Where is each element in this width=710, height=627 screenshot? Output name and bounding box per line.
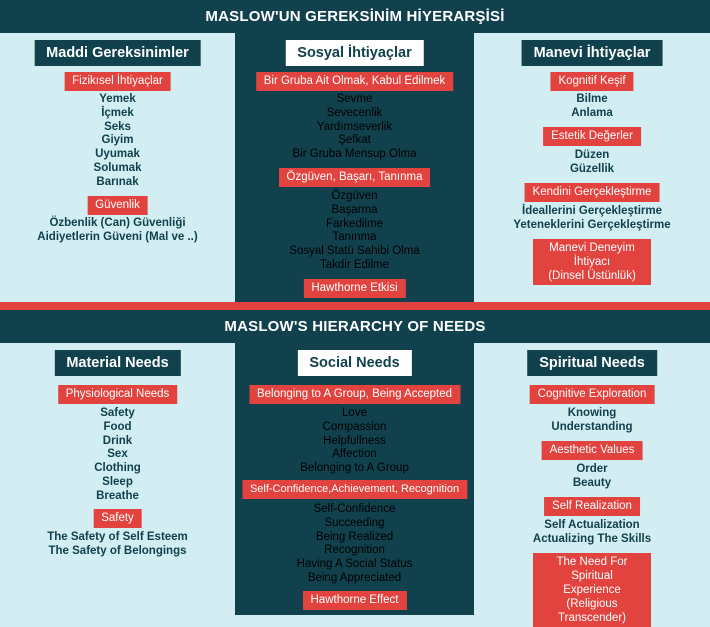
item-list	[235, 503, 474, 586]
category-tag: Belonging to A Group, Being Accepted	[249, 385, 460, 404]
list-item: Bir Gruba Mensup Olma	[292, 148, 417, 161]
list-item: Güzellik	[569, 162, 615, 175]
item-list	[474, 93, 710, 121]
list-item: Yardımseverlik	[316, 120, 393, 133]
column-title: Social Needs	[297, 350, 411, 376]
list-item: Özbenlik (Can) Güvenliği	[49, 217, 186, 229]
list-item: Barınak	[96, 175, 139, 188]
item-list	[474, 149, 710, 177]
list-item: Breathe	[96, 489, 139, 502]
section-divider	[0, 302, 710, 310]
list-item: Being Realized	[315, 530, 394, 543]
list-item: Affection	[332, 448, 377, 461]
list-item: Başarma	[331, 203, 378, 216]
list-item: Clothing	[94, 462, 141, 475]
category-tag: Self-Confidence,Achievement, Recognition	[242, 480, 467, 499]
list-item: Safety	[100, 407, 135, 419]
category-tag: Fizikısel İhtiyaçlar	[64, 72, 171, 91]
turkish-section	[0, 0, 710, 305]
list-item: Sex	[107, 448, 128, 461]
list-item: Özgüven	[331, 190, 378, 202]
list-item: Drink	[102, 434, 133, 447]
list-item: Actualizing The Skills	[532, 532, 652, 545]
list-item: Love	[342, 407, 367, 419]
category-tag: Self Realization	[544, 497, 640, 516]
list-item: Beauty	[572, 476, 612, 489]
list-item: Knowing	[567, 407, 617, 419]
column-title: Manevi İhtiyaçlar	[522, 40, 663, 66]
list-item: Yeteneklerini Gerçekleştirme	[513, 218, 671, 231]
category-tag: The Need For Spiritual Experience (Religious Transcender)	[533, 553, 651, 627]
list-item: Belonging to A Group	[300, 462, 409, 475]
list-item: Anlama	[571, 106, 613, 119]
item-list	[474, 205, 710, 233]
column-title: Sosyal İhtiyaçlar	[285, 40, 423, 66]
category-tag: Bir Gruba Ait Olmak, Kabul Edilmek	[256, 72, 454, 91]
item-list	[235, 190, 474, 273]
list-item: Yemek	[99, 93, 136, 105]
list-item: Giyim	[101, 134, 134, 147]
list-item: Bilme	[576, 93, 608, 105]
right-column	[474, 33, 710, 305]
item-list	[0, 531, 235, 559]
item-list	[474, 519, 710, 547]
category-tag: Özgüven, Başarı, Tanınma	[279, 168, 431, 187]
left-column	[0, 33, 235, 305]
center-column	[235, 33, 474, 305]
english-section	[0, 305, 710, 624]
category-tag: Güvenlik	[87, 196, 148, 215]
list-item: Understanding	[551, 420, 633, 433]
center-column	[235, 343, 474, 615]
list-item: Düzen	[574, 149, 610, 161]
list-item: İçmek	[101, 106, 134, 119]
item-list	[474, 407, 710, 435]
list-item: Sleep	[102, 475, 133, 488]
right-column	[474, 343, 710, 624]
list-item: Self Actualization	[544, 519, 640, 531]
item-list	[0, 407, 235, 504]
list-item: Farkedilme	[326, 217, 383, 230]
column-title: Material Needs	[54, 350, 180, 376]
category-tag: Estetik Değerler	[543, 127, 641, 146]
category-tag: Safety	[93, 509, 142, 528]
category-tag: Kognitif Keşif	[550, 72, 633, 91]
list-item: Compassion	[322, 420, 387, 433]
list-item: Order	[576, 463, 608, 475]
list-item: Being Appreciated	[307, 571, 402, 584]
list-item: Recognition	[324, 544, 385, 557]
left-column	[0, 343, 235, 615]
list-item: Food	[103, 420, 132, 433]
category-tag: Cognitive Exploration	[530, 385, 655, 404]
list-item: Tanınma	[332, 231, 377, 244]
list-item: Sevecenlik	[326, 106, 383, 119]
item-list	[474, 463, 710, 491]
item-list	[0, 217, 235, 245]
item-list	[0, 93, 235, 190]
item-list	[235, 407, 474, 476]
category-tag: Hawthorne Effect	[302, 591, 406, 610]
category-tag: Physiological Needs	[58, 385, 178, 404]
section-banner: MASLOW'S HIERARCHY OF NEEDS	[0, 310, 710, 343]
item-list	[235, 93, 474, 162]
list-item: Solumak	[93, 161, 142, 174]
category-tag: Aesthetic Values	[542, 441, 643, 460]
list-item: Helpfullness	[323, 434, 386, 447]
list-item: Succeeding	[324, 516, 385, 529]
list-item: Self-Confidence	[313, 503, 396, 515]
list-item: Aidiyetlerin Güveni (Mal ve ..)	[37, 230, 198, 243]
category-tag: Hawthorne Etkisi	[303, 279, 405, 298]
list-item: Sosyal Statü Sahibi Olma	[289, 245, 420, 258]
list-item: Having A Social Status	[296, 558, 413, 571]
list-item: Şefkat	[338, 134, 371, 147]
list-item: Uyumak	[95, 148, 140, 161]
list-item: The Safety of Self Esteem	[47, 531, 188, 543]
list-item: The Safety of Belongings	[48, 544, 187, 557]
section-banner: MASLOW'UN GEREKSİNİM HİYERARŞİSİ	[0, 0, 710, 33]
list-item: Takdir Edilme	[319, 258, 390, 271]
list-item: Seks	[104, 120, 131, 133]
column-title: Spiritual Needs	[527, 350, 657, 376]
category-tag: Manevi Deneyim İhtiyacı (Dinsel Üstünlük)	[533, 239, 651, 285]
column-title: Maddi Gereksinimler	[34, 40, 201, 66]
category-tag: Kendini Gerçekleştirme	[525, 183, 660, 202]
list-item: İdeallerini Gerçekleştirme	[522, 205, 662, 217]
list-item: Sevme	[336, 93, 373, 105]
